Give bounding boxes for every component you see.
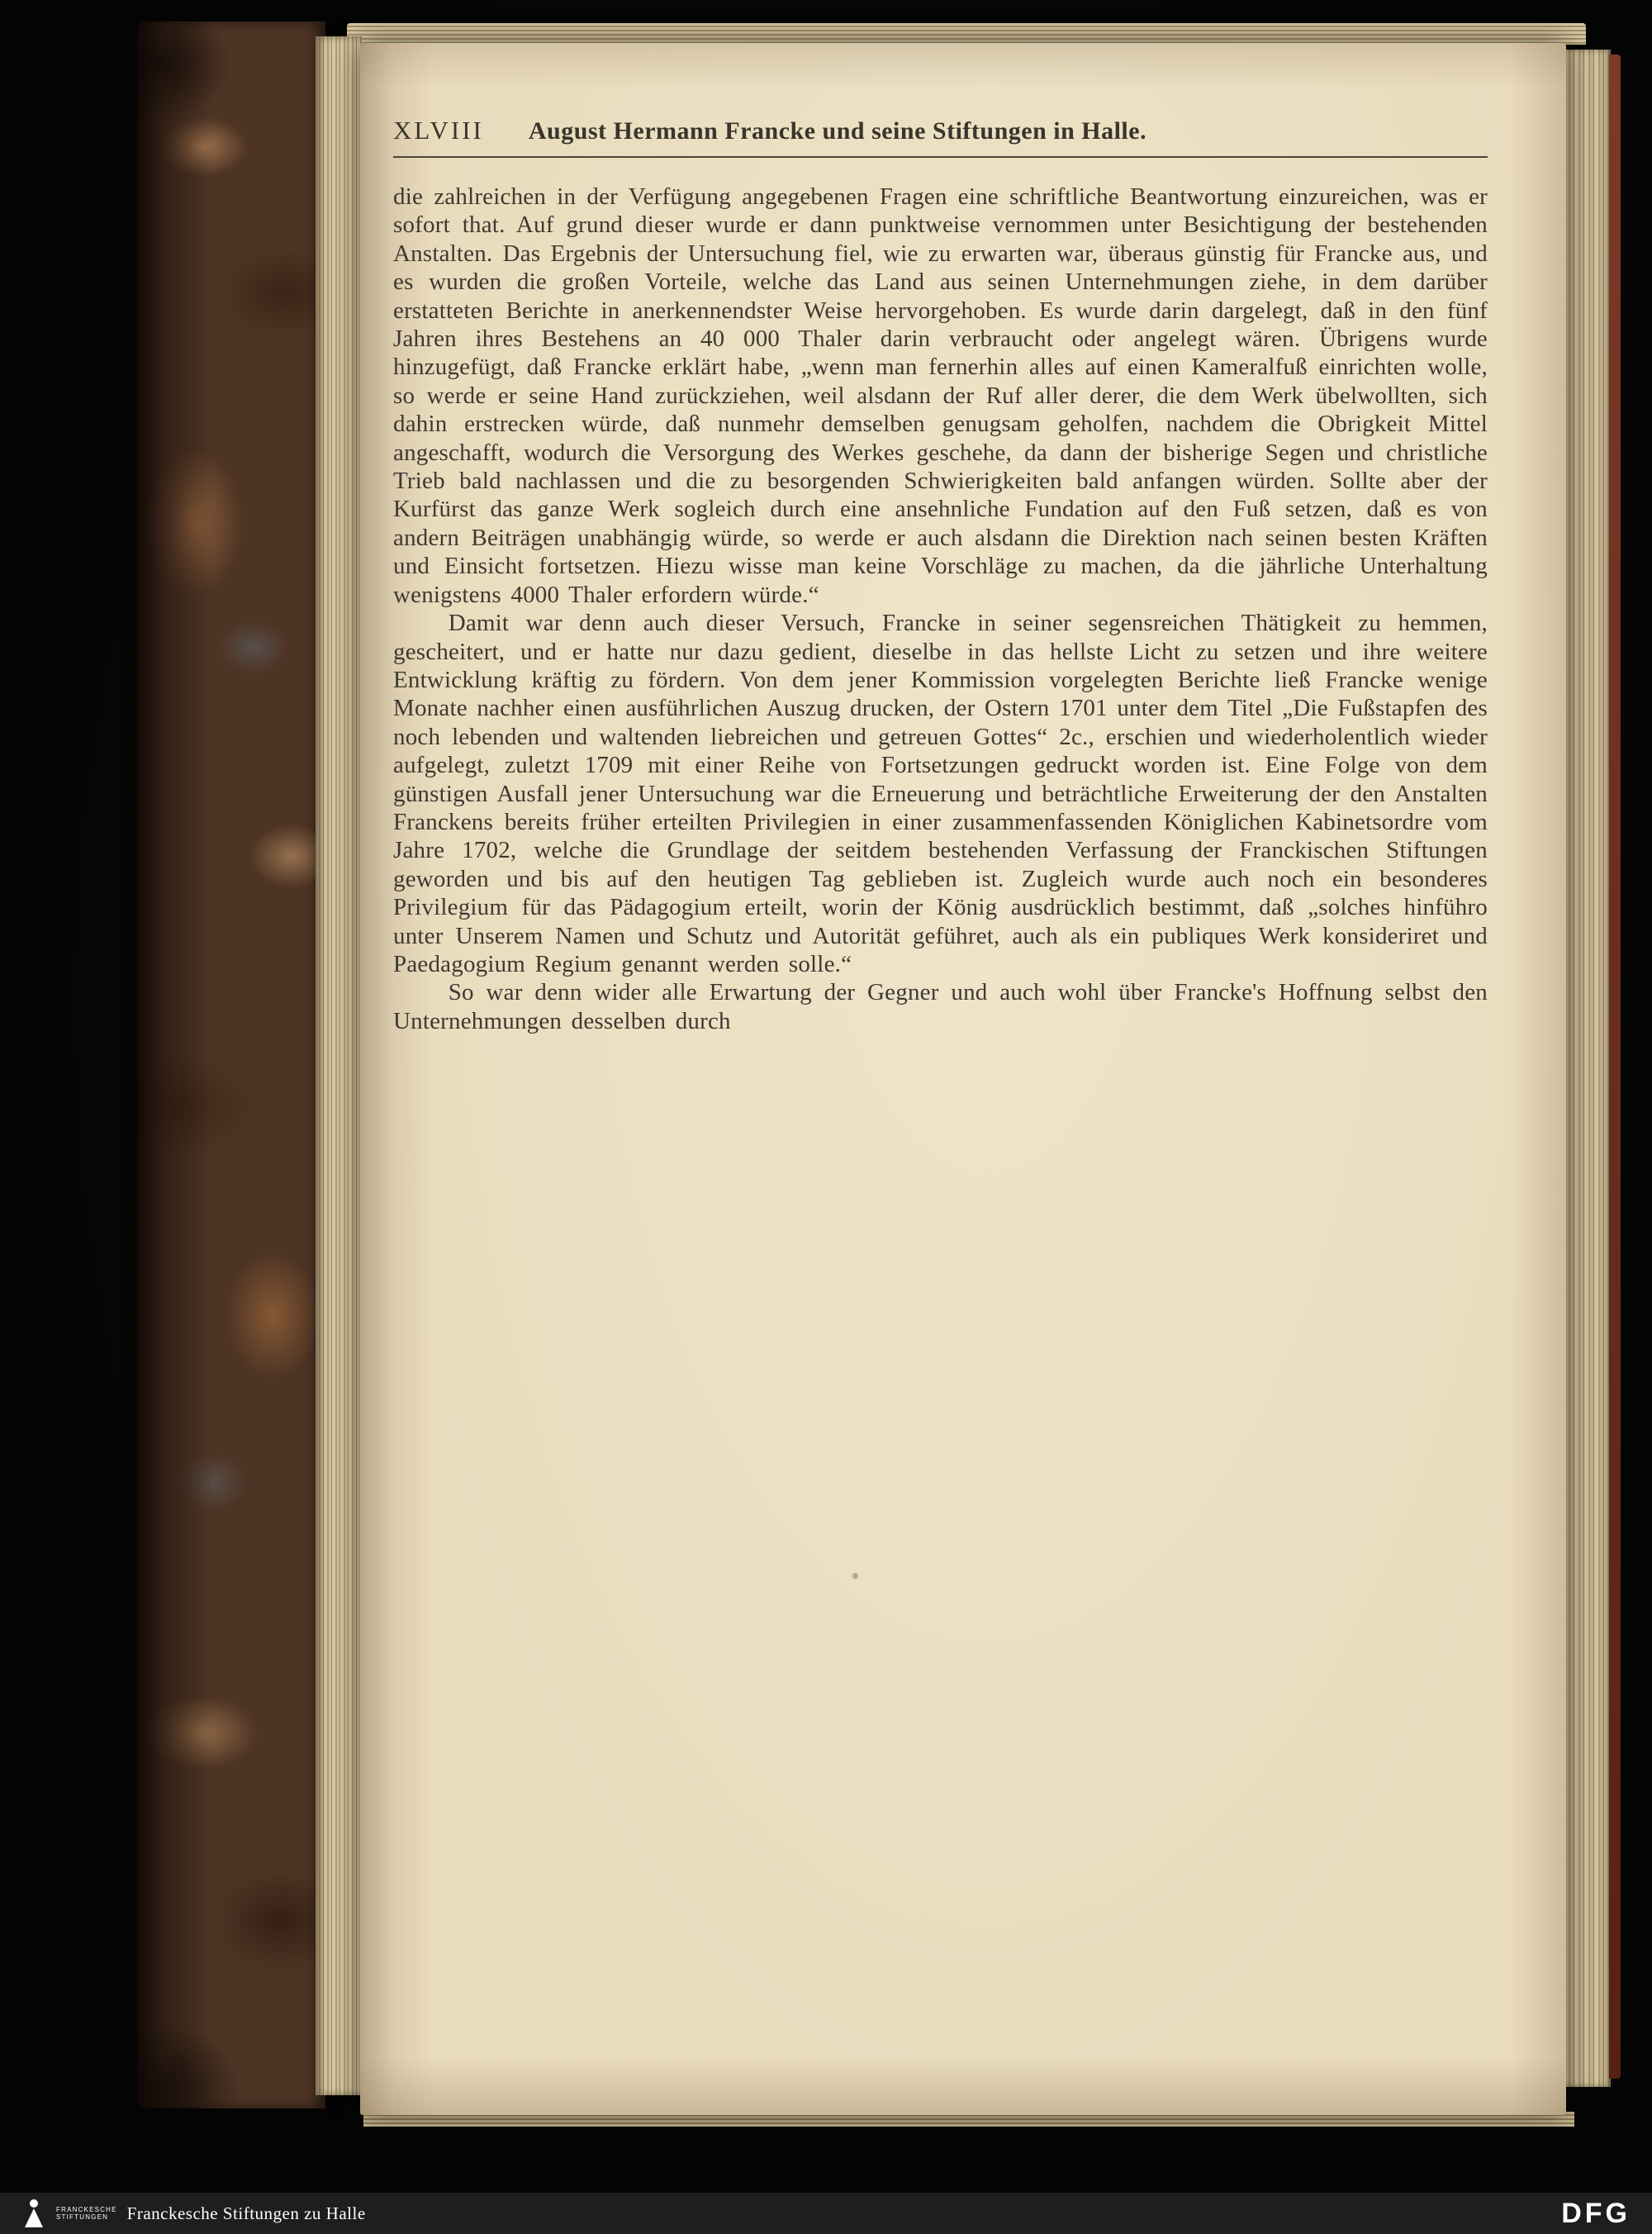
franckesche-stiftungen-logo-text <box>56 2206 117 2221</box>
page-body <box>393 183 1488 1035</box>
book-page <box>360 43 1566 2115</box>
header-rule <box>393 156 1488 158</box>
viewer-footer <box>0 2193 1652 2234</box>
footer-institution <box>21 2198 366 2229</box>
franckesche-stiftungen-logo-icon <box>21 2198 46 2229</box>
page-edges-right <box>1564 50 1611 2087</box>
logo-text-line1: FRANCKESCHE <box>56 2206 117 2213</box>
marbled-cover-edge <box>137 21 325 2108</box>
body-paragraph: die zahlreichen in der Verfügung angegebenen Fragen eine schriftliche Beantwortung einzureichen, was er sofort that. Auf grund dieser wurde er dann punktweise vernommen unter Besichtigung der bestehenden Anstalten. Das Ergebnis der Untersuchung fiel, wie zu erwarten war, überaus günstig für Francke aus, und es wurden die großen Vorteile, welche das Land aus seinen Unternehmungen ziehe, in dem darüber erstatteten Berichte in anerkennendster Weise hervorgehoben. Es wurde darin dargelegt, daß in den fünf Jahren ihres Bestehens an 40 000 Thaler darin verbraucht oder angelegt wären. Übrigens wurde hinzugefügt, daß Francke erklärt habe, „wenn man fernerhin alles auf einen Kameralfuß einrichten wolle, so werde er seine Hand zurückziehen, weil alsdann der Ruf aller derer, die dem Werk übelwollten, sich dahin erstrecken würde, daß nunmehr demselben genugsam geholfen, nachdem die Obrigkeit Mittel angeschafft, wodurch die Versorgung des Werkes geschehe, da dann der bisherige Segen und christliche Trieb bald nachlassen und die zu besorgenden Schwierigkeiten bald anfangen würden. Sollte aber der Kurfürst das ganze Werk sogleich durch eine ansehnliche Fundation auf den Fuß setzen, daß es von andern Beiträgen unabhängig würde, so werde er auch alsdann die Direktion nach seinen besten Kräften und Einsicht fortsetzen. Hiezu wisse man keine Vorschläge zu machen, da die jährliche Unterhaltung wenigstens 4000 Thaler erfordern würde.“ <box>393 183 1488 608</box>
body-paragraph: Damit war denn auch dieser Versuch, Francke in seiner segensreichen Thätigkeit zu hemmen, gescheitert, und er hatte nur dazu gedient, dieselbe in das hellste Licht zu setzen und ihre weitere Entwicklung kräftig zu fördern. Von dem jener Kommission vorgelegten Berichte ließ Francke wenige Monate nachher einen ausführlichen Auszug drucken, der Ostern 1701 unter dem Titel „Die Fußstapfen des noch lebenden und waltenden liebreichen und getreuen Gottes“ 2c., erschien und wiederholentlich wieder aufgelegt, zuletzt 1709 mit einer Reihe von Fortsetzungen gedruckt worden ist. Eine Folge von dem günstigen Ausfall jener Untersuchung war die Erneuerung und beträchtliche Erweiterung der den Anstalten Franckens bereits früher erteilten Privilegien in einer zusammenfassenden Königlichen Kabinetsordre vom Jahre 1702, welche die Grundlage der seitdem bestehenden Verfassung der Franckischen Stiftungen geworden und bis auf den heutigen Tag geblieben ist. Zugleich wurde auch noch ein besonderes Privilegium für das Pädagogium erteilt, worin der König ausdrücklich bestimmt, daß „solches hinführo unter Unserem Namen und Schutz und Autorität geführet, auch als ein publiques Werk konsideriret und Paedagogium Regium genannt werden solle.“ <box>393 610 1488 977</box>
page-edges-top <box>347 23 1586 45</box>
dfg-logo: DFG <box>1561 2197 1631 2229</box>
page-header <box>360 43 1566 145</box>
page-blemish <box>852 1573 858 1579</box>
body-paragraph: So war denn wider alle Erwartung der Gegner und auch wohl über Francke's Hoffnung selbst den Unternehmungen desselben durch <box>393 979 1488 1034</box>
back-cover-edge <box>1609 55 1621 2079</box>
logo-text-line2: STIFTUNGEN <box>56 2213 109 2221</box>
footer-institution-label: Franckesche Stiftungen zu Halle <box>126 2203 366 2223</box>
page-number: XLVIII <box>393 116 484 145</box>
page-edges-left <box>316 36 362 2095</box>
running-title: August Hermann Francke und seine Stiftungen in Halle. <box>528 117 1147 145</box>
